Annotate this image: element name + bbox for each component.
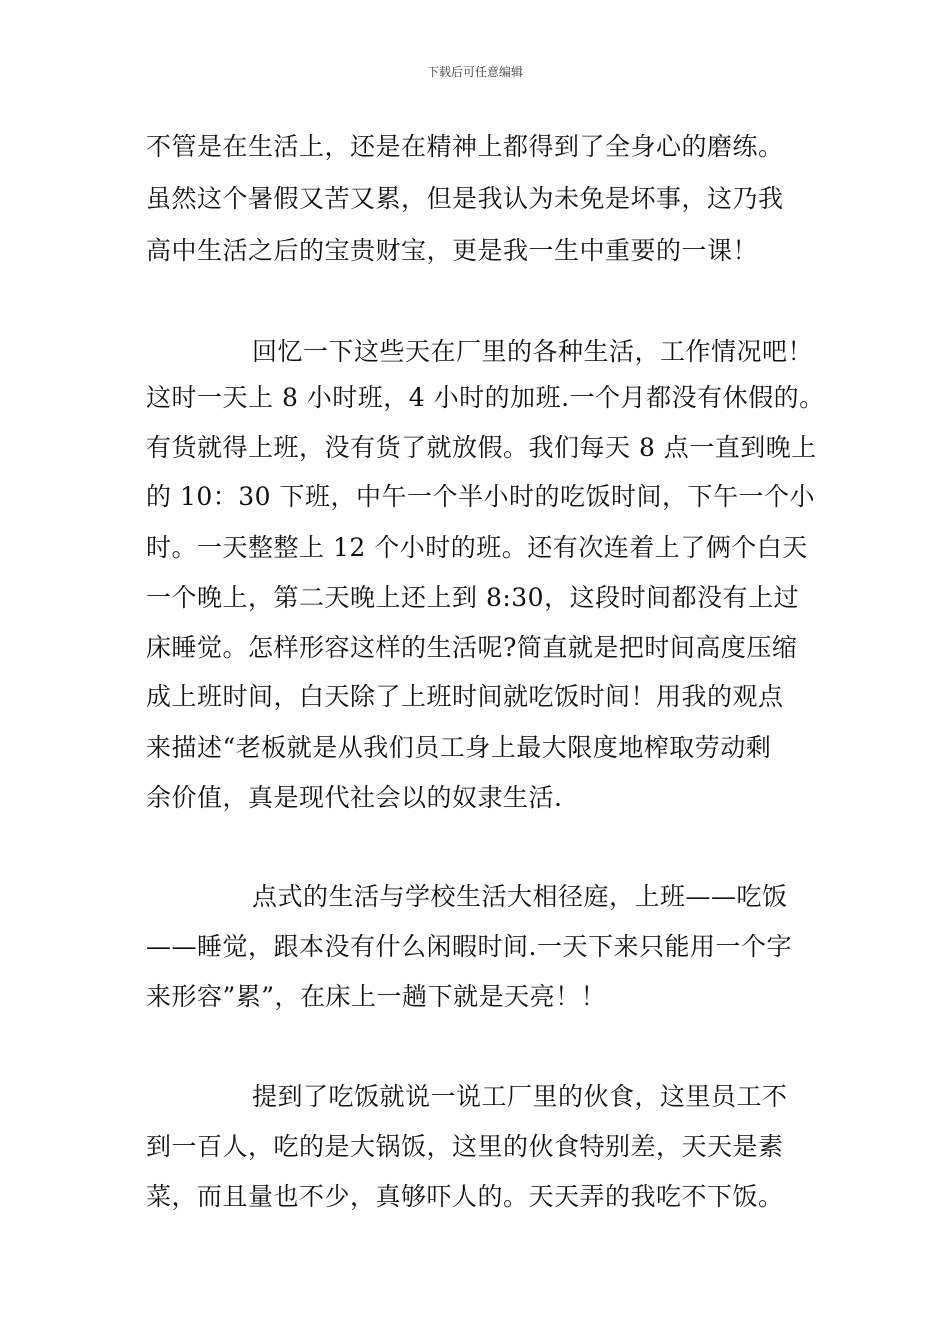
page-header: 下载后可任意编辑	[426, 65, 523, 79]
paragraph-3-line-1: 点式的生活与学校生活大相径庭，上班——吃饭	[252, 882, 788, 911]
paragraph-2-line-5: 时。一天整整上 12 个小时的班。还有次连着上了俩个白天	[146, 533, 808, 562]
paragraph-2-line-1: 回忆一下这些天在厂里的各种生活，工作情况吧！	[252, 337, 814, 366]
paragraph-4-line-3: 菜，而且量也不少，真够吓人的。天天弄的我吃不下饭。	[146, 1182, 784, 1211]
paragraph-4-line-1: 提到了吃饭就说一说工厂里的伙食，这里员工不	[252, 1082, 788, 1111]
paragraph-2-line-8: 成上班时间，白天除了上班时间就吃饭时间！用我的观点	[146, 682, 784, 711]
paragraph-2-line-3: 有货就得上班，没有货了就放假。我们每天 8 点一直到晚上	[146, 433, 817, 462]
paragraph-1-line-3: 高中生活之后的宝贵财宝，更是我一生中重要的一课！	[146, 236, 759, 265]
paragraph-3-line-2: ——睡觉，跟本没有什么闲暇时间.一天下来只能用一个字	[146, 932, 792, 961]
paragraph-2-line-10: 余价值，真是现代社会以的奴隶生活.	[146, 783, 563, 812]
paragraph-2-line-2: 这时一天上 8 小时班，4 小时的加班.一个月都没有休假的。	[146, 383, 825, 412]
paragraph-2-line-4: 的 10：30 下班，中午一个半小时的吃饭时间，下午一个小	[146, 482, 816, 511]
paragraph-1-line-2: 虽然这个暑假又苦又累，但是我认为未免是坏事，这乃我	[146, 184, 784, 213]
paragraph-2-line-7: 床睡觉。怎样形容这样的生活呢?简直就是把时间高度压缩	[146, 633, 798, 662]
paragraph-3-line-3: 来形容”累”，在床上一趟下就是天亮！！	[146, 982, 607, 1011]
paragraph-2-line-6: 一个晚上，第二天晚上还上到 8:30，这段时间都没有上过	[146, 583, 800, 612]
paragraph-1-line-1: 不管是在生活上，还是在精神上都得到了全身心的磨练。	[146, 132, 784, 161]
paragraph-2-line-9: 来描述“老板就是从我们员工身上最大限度地榨取劳动剩	[146, 733, 772, 762]
paragraph-4-line-2: 到一百人，吃的是大锅饭，这里的伙食特别差，天天是素	[146, 1132, 784, 1161]
